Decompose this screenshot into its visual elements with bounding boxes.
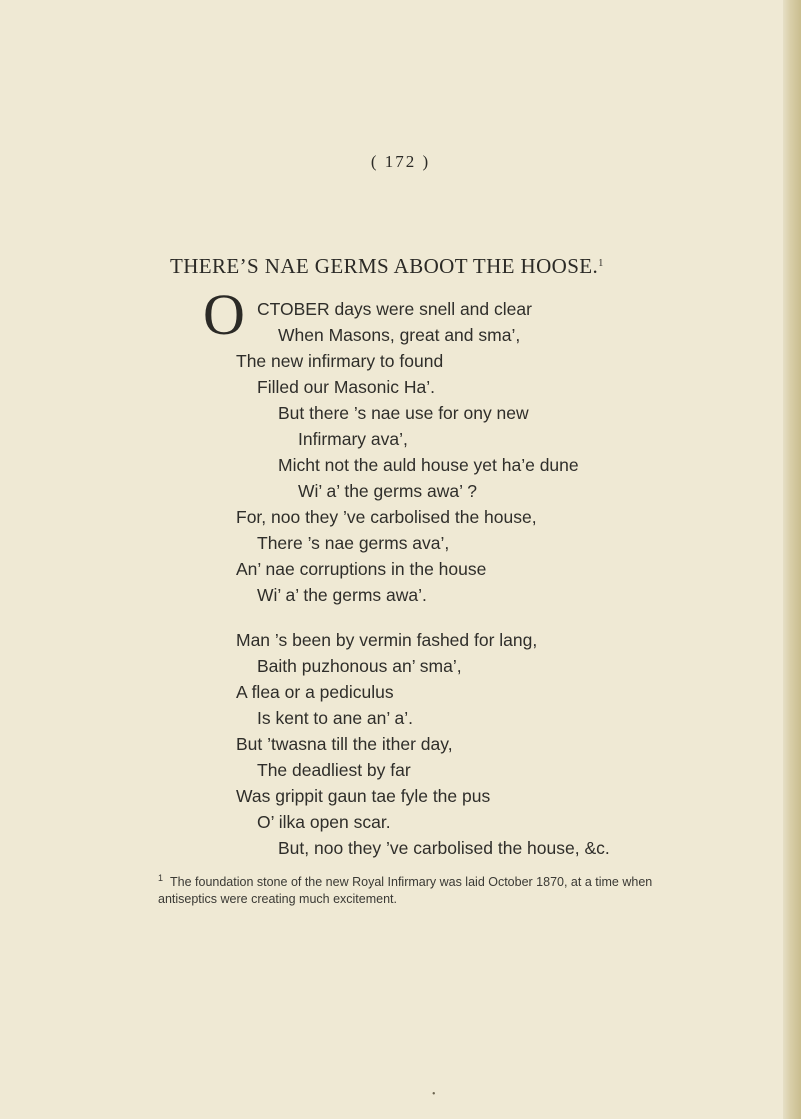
poem-line: The new infirmary to found [236, 351, 444, 371]
poem-line: CTOBER days were snell and clear [257, 299, 532, 319]
ink-speck: • [432, 1089, 436, 1100]
poem-line: Baith puzhonous an’ sma’, [257, 656, 462, 676]
poem-line: Infirmary ava’, [298, 429, 408, 449]
drop-cap: O [203, 282, 245, 347]
footnote [158, 870, 678, 908]
poem-line: Micht not the auld house yet ha’e dune [278, 455, 579, 475]
poem-line: Wi’ a’ the germs awa’ ? [298, 481, 477, 501]
poem-line: But, noo they ’ve carbolised the house, &c. [278, 838, 610, 858]
poem-line: Wi’ a’ the germs awa’. [257, 585, 427, 605]
poem-line: A flea or a pediculus [236, 682, 394, 702]
poem-line: There ’s nae germs ava’, [257, 533, 450, 553]
poem-line: For, noo they ’ve carbolised the house, [236, 507, 537, 527]
poem-line: Is kent to ane an’ a’. [257, 708, 413, 728]
poem-line: The deadliest by far [257, 760, 411, 780]
poem-line: But ’twasna till the ither day, [236, 734, 453, 754]
poem-line: An’ nae corruptions in the house [236, 559, 487, 579]
poem-line: Was grippit gaun tae fyle the pus [236, 786, 491, 806]
poem-line: Filled our Masonic Ha’. [257, 377, 435, 397]
poem-title-text: THERE’S NAE GERMS ABOOT THE HOOSE. [170, 254, 599, 278]
poem-line: When Masons, great and sma’, [278, 325, 521, 345]
title-footnote-mark: 1 [598, 258, 604, 269]
poem-line: But there ’s nae use for ony new [278, 403, 529, 423]
footnote-mark: 1 [158, 873, 164, 883]
poem-line: O’ ilka open scar. [257, 812, 391, 832]
footnote-text: The foundation stone of the new Royal Infirmary was laid October 1870, at a time when antiseptics were creating much excitement. [158, 875, 653, 906]
poem-title [170, 254, 730, 279]
page-number: ( 172 ) [370, 152, 431, 171]
poem-line: Man ’s been by vermin fashed for lang, [236, 630, 538, 650]
